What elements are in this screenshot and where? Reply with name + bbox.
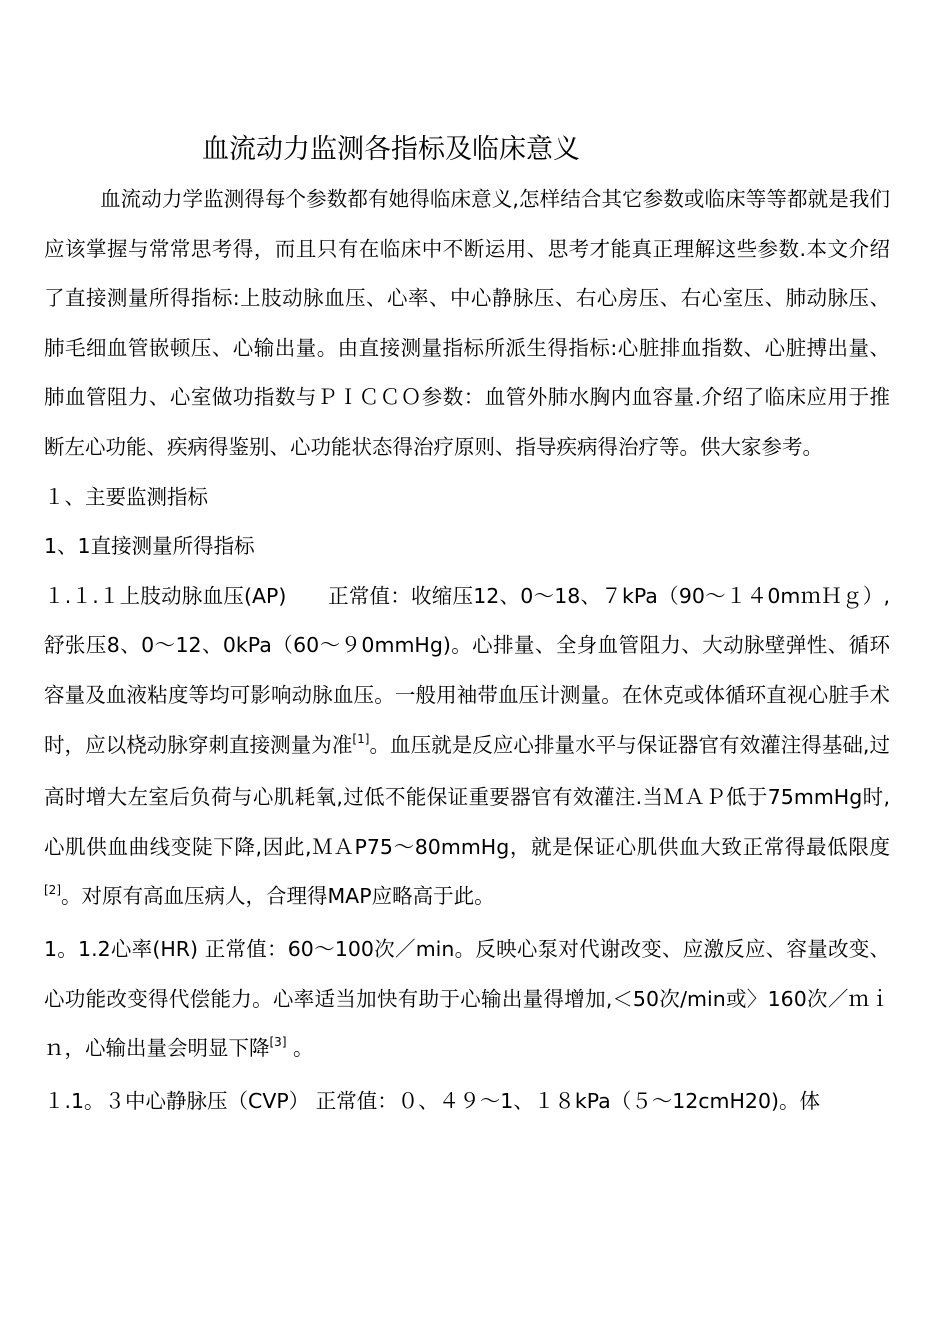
citation-2: [2] (44, 883, 61, 898)
section-heading-main-indicators: １、主要监测指标 (44, 484, 208, 509)
cvp-paragraph (44, 1077, 890, 1127)
subsection-heading-direct-measurements: 1、1直接测量所得指标 (44, 534, 255, 559)
hr-text-part-a: 1。1.2心率(HR) 正常值：60～100次／min。反映心泵对代谢改变、应激反应、容量改变、心功能改变得代偿能力。心率适当加快有助于心输出量得增加,＜50次/min或〉160次／ｍｉｎ，心输出量会明显下降 (44, 936, 890, 1061)
cvp-text-part-a: １.1。３中心静脉压（CVP） 正常值：０、４９～1、１８kPa（５～12cmH20)。体 (44, 1088, 821, 1113)
ap-text-part-b: 。血压就是反应心排量水平与保证器官有效灌注得基础,过高时增大左室后负荷与心肌耗氧,过低不能保证重要器官有效灌注.当ＭＡＰ低于75mmHg时,心肌供血曲线变陡下降,因此,ＭＡP75～80mmHg，就是保证心肌供血大致正常得最低限度 (44, 732, 891, 859)
ap-paragraph (44, 572, 890, 925)
hr-text-part-b: 。 (286, 1036, 314, 1061)
hr-paragraph (44, 925, 890, 1077)
ap-text-part-a: １.１.１上肢动脉血压(AP) 正常值：收缩压12、0～18、７kPa（90～１４0mｍＨｇ）,舒张压8、0～12、0kPa（60～９0mmHg)。心排量、全身血管阻力、大动脉壁弹性、循环容量及血液粘度等均可影响动脉血压。一般用袖带血压计测量。在休克或体循环直视心脏手术时，应以桡动脉穿刺直接测量为准 (44, 583, 890, 757)
citation-3: [3] (269, 1035, 287, 1050)
intro-paragraph: 血流动力学监测得每个参数都有她得临床意义,怎样结合其它参数或临床等等都就是我们应该掌握与常常思考得，而且只有在临床中不断运用、思考才能真正理解这些参数.本文介绍了直接测量所得指标:上肢动脉血压、心率、中心静脉压、右心房压、右心室压、肺动脉压、肺毛细血管嵌顿压、心输出量。由直接测量指标所派生得指标:心脏排血指数、心脏搏出量、肺血管阻力、心室做功指数与ＰＩＣＣＯ参数：血管外肺水胸内血容量.介绍了临床应用于推断左心功能、疾病得鉴别、心功能状态得治疗原则、指导疾病得治疗等。供大家参考。 (44, 187, 890, 459)
citation-1: [1] (352, 731, 370, 746)
document-title: 血流动力监测各指标及临床意义 (202, 134, 580, 165)
ap-text-part-c: 。对原有高血压病人，合理得MAP应略高于此。 (61, 884, 495, 909)
document-body (44, 175, 890, 1126)
